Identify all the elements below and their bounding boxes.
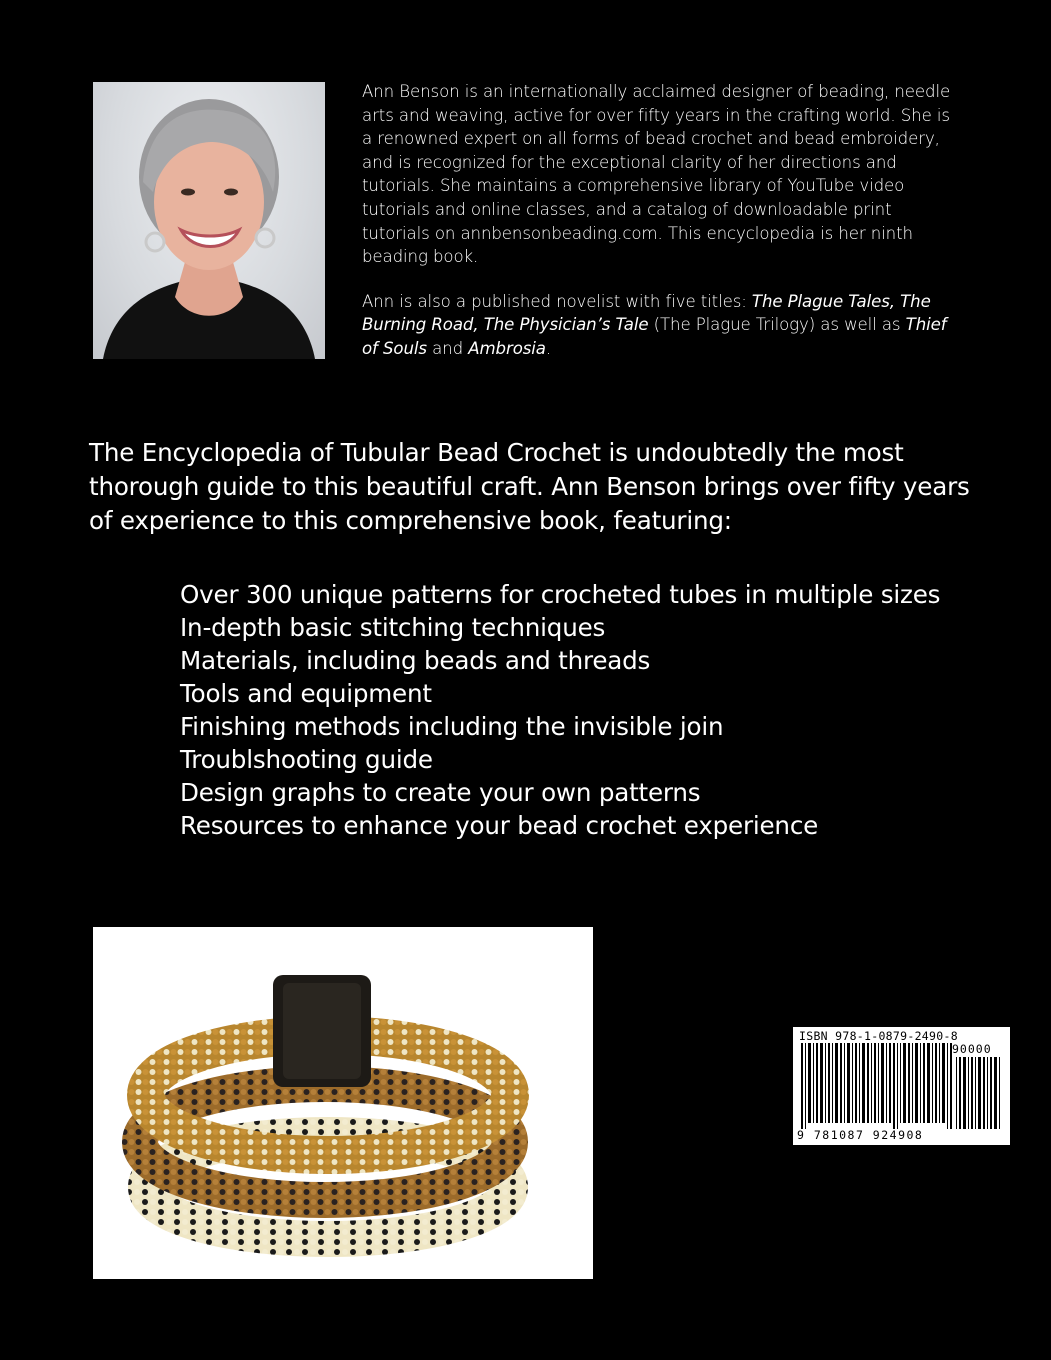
feature-item: In-depth basic stitching techniques — [180, 613, 606, 642]
bracelet-photo — [93, 927, 593, 1279]
feature-list — [180, 578, 940, 842]
isbn-barcode — [793, 1027, 1010, 1145]
bio-ambrosia: Ambrosia — [468, 338, 546, 358]
bio-paragraph-1: Ann Benson is an internationally acclaimed designer of beading, needle arts and weaving, active for over fifty years in the crafting world. She is a renowned expert on all forms of bead crochet and bead embroidery, and is recognized for the exceptional clarity of her directions and tutorials. She maintains a comprehensive library of YouTube video tutorials and online classes, and a catalog of downloadable print tutorials on annbensonbeading.com. This encyclopedia is her ninth beading book. — [362, 82, 951, 267]
isbn-digits: 9 781087 924908 — [797, 1128, 924, 1142]
author-bio — [362, 80, 962, 382]
feature-item: Tools and equipment — [180, 679, 432, 708]
bio-paragraph-2 — [362, 290, 962, 361]
feature-item: Over 300 unique patterns for crocheted tubes in multiple sizes — [180, 580, 941, 609]
feature-item: Design graphs to create your own patterns — [180, 778, 701, 807]
feature-item: Troublshooting guide — [180, 745, 433, 774]
author-portrait-illustration — [93, 82, 325, 359]
bio-p2-and: and — [426, 338, 469, 358]
feature-item: Materials, including beads and threads — [180, 646, 651, 675]
feature-item: Resources to enhance your bead crochet experience — [180, 811, 819, 840]
price-code: 90000 — [952, 1042, 992, 1056]
bio-p2-end: . — [545, 338, 552, 358]
barcode-bars — [799, 1043, 1004, 1129]
beaded-bracelet-illustration — [93, 927, 593, 1279]
bio-thief-of-souls: Thief of Souls — [362, 315, 947, 358]
book-blurb: The Encyclopedia of Tubular Bead Crochet is undoubtedly the most thorough guide to this beautiful craft. Ann Benson brings over fifty years of experience to this comprehensive book, featuring: — [89, 438, 970, 535]
bio-p2-intro: Ann is also a published novelist with five titles: — [362, 291, 752, 311]
bio-plague-titles: The Plague Tales, The Burning Road, The Physician’s Tale — [362, 291, 931, 335]
bio-p2-mid: (The Plague Trilogy) as well as — [648, 315, 906, 335]
feature-item: Finishing methods including the invisible join — [180, 712, 724, 741]
author-photo — [93, 82, 325, 359]
isbn-label: ISBN 978-1-0879-2490-8 — [799, 1029, 958, 1043]
